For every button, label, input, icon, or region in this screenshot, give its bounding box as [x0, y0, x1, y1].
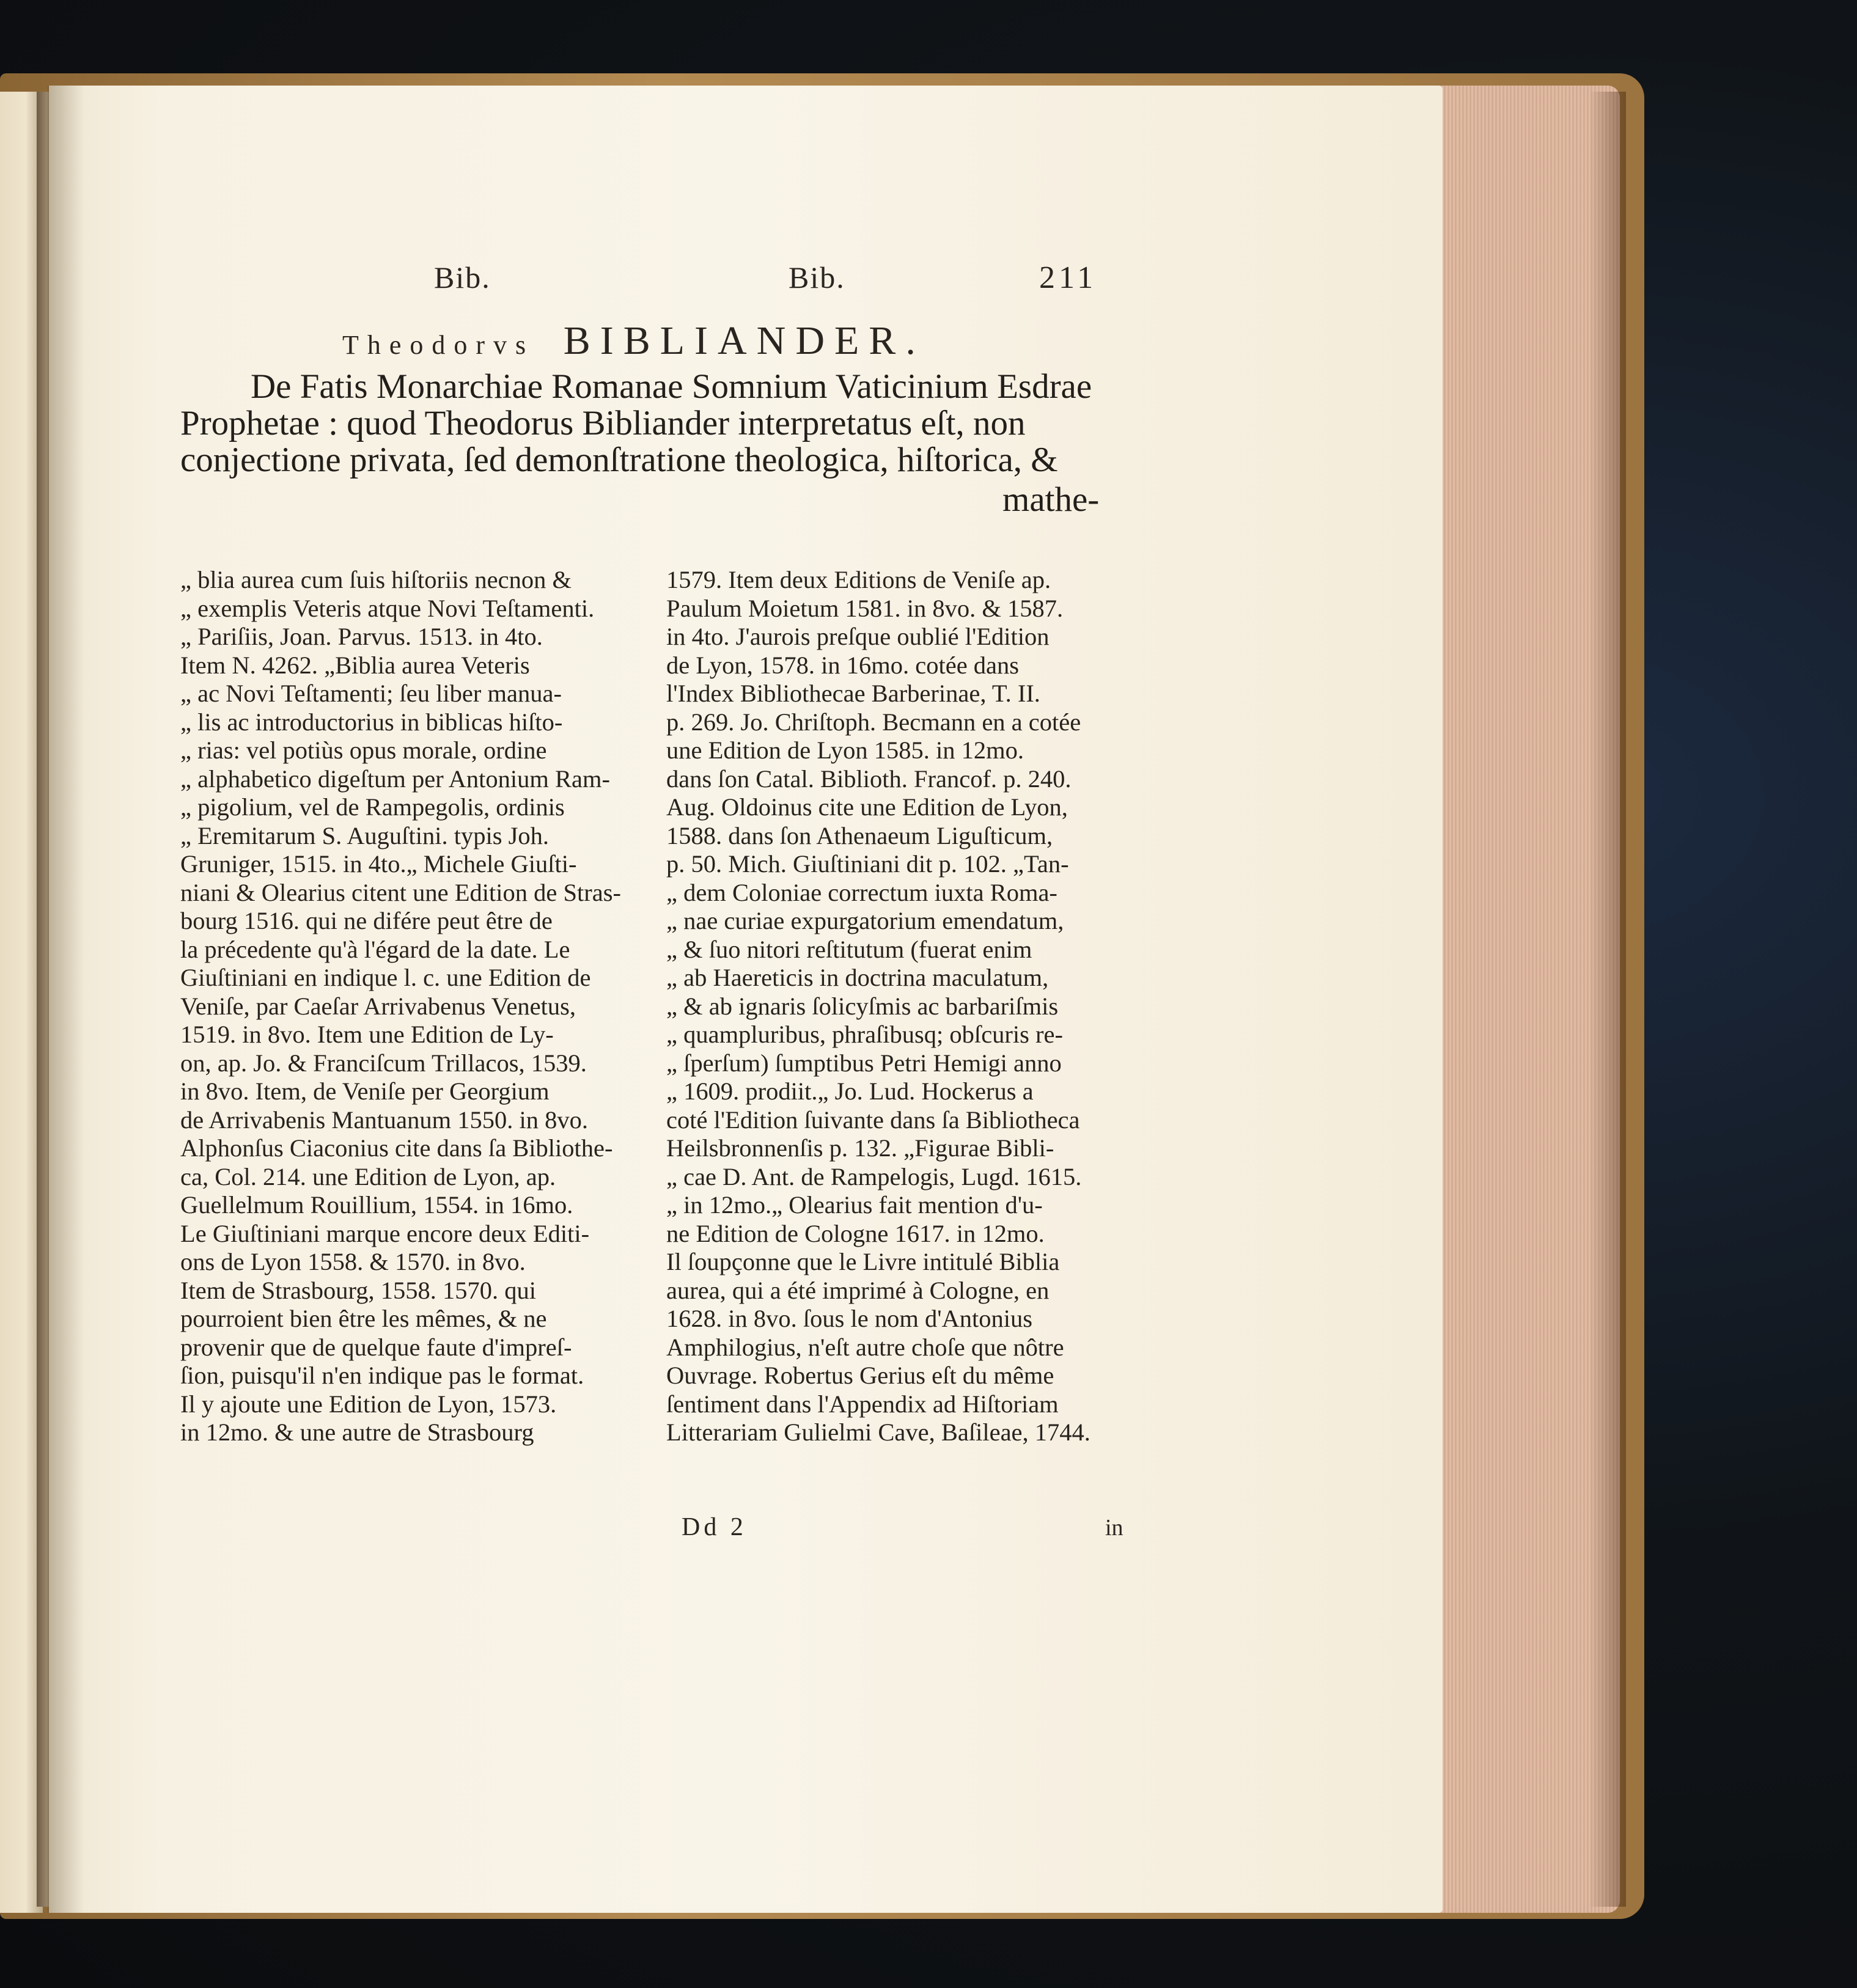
- signature-mark: Dd 2: [682, 1513, 747, 1541]
- text-line: Item de Strasbourg, 1558. 1570. qui: [180, 1276, 536, 1304]
- text-line: on, ap. Jo. & Franciſcum Trillacos, 1539.: [180, 1049, 587, 1077]
- text-line: „ exemplis Veteris atque Novi Teſtamenti.: [180, 594, 595, 622]
- text-line: „ 1609. prodiit.„ Jo. Lud. Hockerus a: [666, 1077, 1034, 1105]
- text-line: Ouvrage. Robertus Gerius eſt du même: [666, 1362, 1054, 1389]
- text-line: Le Giuſtiniani marque encore deux Editi-: [180, 1219, 590, 1247]
- title-line: conjectione privata, ſed demonſtratione theologica, hiſtorica, &: [180, 441, 1058, 479]
- text-line: in 4to. J'aurois preſque oublié l'Edition: [666, 623, 1050, 650]
- text-line: „ quampluribus, phraſibusq; obſcuris re-: [666, 1021, 1063, 1048]
- text-line: Aug. Oldoinus cite une Edition de Lyon,: [666, 793, 1068, 821]
- text-line: 1519. in 8vo. Item une Edition de Ly-: [180, 1021, 554, 1048]
- title-line: Prophetae : quod Theodorus Bibliander interpretatus eſt, non: [180, 404, 1026, 442]
- heading-surname: BIBLIANDER.: [563, 318, 925, 363]
- text-line: l'Index Bibliothecae Barberinae, T. II.: [666, 680, 1040, 707]
- text-line: „ Pariſiis, Joan. Parvus. 1513. in 4to.: [180, 623, 543, 650]
- text-line: Giuſtiniani en indique l. c. une Edition de: [180, 964, 591, 991]
- text-line: in 12mo. & une autre de Strasbourg: [180, 1418, 534, 1446]
- title-line: De Fatis Monarchiae Romanae Somnium Vaticinium Esdrae: [251, 367, 1092, 406]
- text-line: Veniſe, par Caeſar Arrivabenus Venetus,: [180, 992, 576, 1020]
- text-line: Item N. 4262. „Biblia aurea Veteris: [180, 651, 530, 679]
- text-line: „ dem Coloniae correctum iuxta Roma-: [666, 878, 1057, 906]
- text-line: aurea, qui a été imprimé à Cologne, en: [666, 1276, 1050, 1304]
- text-line: Alphonſus Ciaconius cite dans ſa Bibliothe-: [180, 1134, 613, 1162]
- page-edge-shadow: [1589, 92, 1626, 1907]
- text-line: „ in 12mo.„ Olearius fait mention d'u-: [666, 1191, 1043, 1219]
- text-line: ſion, puisqu'il n'en indique pas le format.: [180, 1362, 584, 1389]
- text-line: in 8vo. Item, de Veniſe per Georgium: [180, 1077, 550, 1105]
- text-line: 1628. in 8vo. ſous le nom d'Antonius: [666, 1305, 1033, 1332]
- text-line: p. 269. Jo. Chriſtoph. Becmann en a cotée: [666, 708, 1081, 736]
- text-line: bourg 1516. qui ne difére peut être de: [180, 907, 553, 934]
- text-line: „ blia aurea cum ſuis hiſtoriis necnon &: [180, 566, 572, 593]
- text-line: niani & Olearius citent une Edition de Stras-: [180, 878, 621, 906]
- text-line: p. 50. Mich. Giuſtiniani dit p. 102. „Tan-: [666, 850, 1069, 878]
- heading-first-name: Theodorvs: [342, 330, 535, 360]
- text-line: ſentiment dans l'Appendix ad Hiſtoriam: [666, 1390, 1059, 1418]
- text-line: coté l'Edition ſuivante dans ſa Bibliotheca: [666, 1106, 1080, 1134]
- running-head-left: Bib.: [434, 260, 491, 295]
- text-line: Paulum Moietum 1581. in 8vo. & 1587.: [666, 594, 1064, 622]
- text-line: „ ſperſum) ſumptibus Petri Hemigi anno: [666, 1049, 1062, 1077]
- text-line: „ & ſuo nitori reſtitutum (fuerat enim: [666, 935, 1032, 963]
- text-line: Guellelmum Rouillium, 1554. in 16mo.: [180, 1191, 573, 1219]
- running-head-center: Bib.: [789, 260, 845, 295]
- text-line: Heilsbronnenſis p. 132. „Figurae Bibli-: [666, 1134, 1054, 1162]
- text-line: Litterariam Gulielmi Cave, Baſileae, 1744.: [666, 1418, 1090, 1446]
- entry-heading: [342, 318, 925, 364]
- text-line: „ ac Novi Teſtamenti; ſeu liber manua-: [180, 680, 562, 707]
- text-line: de Arrivabenis Mantuanum 1550. in 8vo.: [180, 1106, 589, 1134]
- text-line: 1579. Item deux Editions de Veniſe ap.: [666, 566, 1051, 593]
- text-line: provenir que de quelque faute d'impreſ-: [180, 1333, 572, 1361]
- text-line: dans ſon Catal. Biblioth. Francof. p. 240.: [666, 765, 1072, 793]
- text-line: la précedente qu'à l'égard de la date. Le: [180, 935, 570, 963]
- text-line: „ lis ac introductorius in biblicas hiſto-: [180, 708, 563, 736]
- text-line: „ ab Haereticis in doctrina maculatum,: [666, 964, 1049, 991]
- text-line: 1588. dans ſon Athenaeum Liguſticum,: [666, 821, 1053, 849]
- text-line: ne Edition de Cologne 1617. in 12mo.: [666, 1219, 1045, 1247]
- text-line: „ & ab ignaris ſolicyſmis ac barbariſmis: [666, 992, 1059, 1020]
- catchword: in: [1105, 1515, 1123, 1541]
- text-line: Il ſoupçonne que le Livre intitulé Biblia: [666, 1248, 1060, 1275]
- title-line: mathe-: [1002, 480, 1100, 519]
- text-line: une Edition de Lyon 1585. in 12mo.: [666, 736, 1024, 764]
- text-line: Gruniger, 1515. in 4to.„ Michele Giuſti-: [180, 850, 577, 878]
- text-line: „ cae D. Ant. de Rampelogis, Lugd. 1615.: [666, 1162, 1082, 1190]
- text-line: „ nae curiae expurgatorium emendatum,: [666, 907, 1064, 934]
- text-line: Amphilogius, n'eſt autre choſe que nôtre: [666, 1333, 1064, 1361]
- text-line: ca, Col. 214. une Edition de Lyon, ap.: [180, 1162, 556, 1190]
- text-line: de Lyon, 1578. in 16mo. cotée dans: [666, 651, 1020, 679]
- page-number: 211: [1039, 260, 1097, 295]
- text-line: „ alphabetico digeſtum per Antonium Ram-: [180, 765, 610, 793]
- text-line: Il y ajoute une Edition de Lyon, 1573.: [180, 1390, 557, 1418]
- text-line: „ rias: vel potiùs opus morale, ordine: [180, 736, 547, 764]
- text-line: „ Eremitarum S. Auguſtini. typis Joh.: [180, 821, 549, 849]
- gutter-shadow: [48, 86, 84, 1913]
- text-line: ons de Lyon 1558. & 1570. in 8vo.: [180, 1248, 526, 1275]
- text-line: „ pigolium, vel de Rampegolis, ordinis: [180, 793, 565, 821]
- text-line: pourroient bien être les mêmes, & ne: [180, 1305, 547, 1332]
